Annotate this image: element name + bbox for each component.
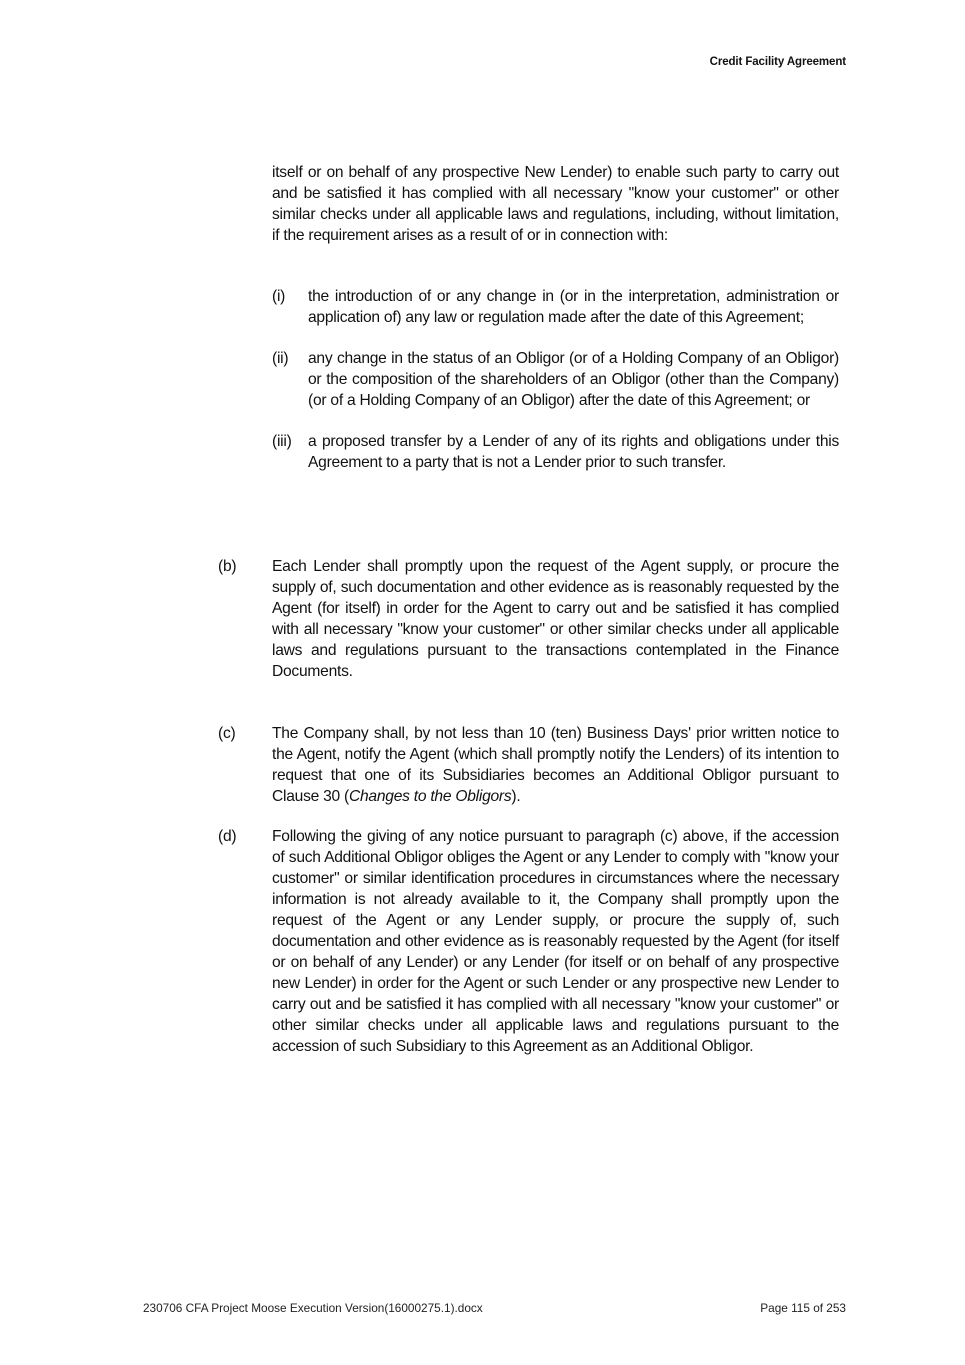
sub-item-text: any change in the status of an Obligor (or of a Holding Company of an Obligor) or the composition of the shareholders of an Obligor (other than the Company) (or of a Holding Company of an Obligor) after the date of this Agreement; or <box>308 350 839 409</box>
sub-item-number: (i) <box>272 288 286 305</box>
paragraph-text: Following the giving of any notice pursuant to paragraph (c) above, if the accession of such Additional Obligor obliges the Agent or any Lender to comply with "know your customer" or similar identification procedures in circumstances where the necessary information is not already available to it, the Company shall promptly upon the request of the Agent or any Lender supply, or procure the supply of, such documentation and other evidence as is reasonably requested by the Agent (for itself or on behalf of any Lender) or any Lender (for itself or on behalf of any prospective new Lender) in order for the Agent or such Lender or any prospective new Lender to carry out and be satisfied it has complied with all necessary "know your customer" or other similar checks under all applicable laws and regulations pursuant to the accession of such Subsidiary to this Agreement as an Additional Obligor. <box>272 828 839 1055</box>
paragraph-text-main: The Company shall, by not less than 10 (ten) Business Days' prior written notice to the Agent, notify the Agent (which shall promptly notify the Lenders) of its intention to request that one of its Subsidiaries becomes an Additional Obligor pursuant to Clause 30 ( <box>272 725 839 805</box>
paragraph-text-end: ). <box>511 788 521 805</box>
sub-item-text: a proposed transfer by a Lender of any of its rights and obligations under this Agreement to a party that is not a Lender prior to such transfer. <box>308 433 839 471</box>
clause-reference-italic: Changes to the Obligors <box>349 788 512 805</box>
paragraph-number: (b) <box>218 558 237 575</box>
sub-item-list <box>272 286 839 493</box>
sub-item-iii <box>272 431 839 473</box>
sub-item-i <box>272 286 839 328</box>
paragraph-number: (c) <box>218 725 236 742</box>
lead-paragraph: itself or on behalf of any prospective New Lender) to enable such party to carry out and be satisfied it has complied with all necessary "know your customer" or other similar checks under all applicable laws and regulations, including, without limitation, if the requirement arises as a result of or in connection with: <box>272 164 839 244</box>
sub-item-number: (iii) <box>272 433 292 450</box>
paragraph-b <box>218 556 839 682</box>
document-header-title: Credit Facility Agreement <box>709 56 846 68</box>
paragraph-c <box>218 723 839 807</box>
paragraph-d <box>218 826 839 1057</box>
paragraph-number: (d) <box>218 828 237 845</box>
footer-page-number: Page 115 of 253 <box>760 1301 846 1315</box>
paragraph-text: Each Lender shall promptly upon the request of the Agent supply, or procure the supply of, such documentation and other evidence as is reasonably requested by the Agent (for itself) in order for the Agent to carry out and be satisfied it has complied with all necessary "know your customer" or other similar checks under all applicable laws and regulations pursuant to the transactions contemplated in the Finance Documents. <box>272 558 839 680</box>
sub-item-ii <box>272 348 839 411</box>
sub-item-number: (ii) <box>272 350 289 367</box>
footer-filename: 230706 CFA Project Moose Execution Version(16000275.1).docx <box>143 1301 483 1315</box>
paragraph-text <box>272 723 839 807</box>
sub-item-text: the introduction of or any change in (or in the interpretation, administration or application of) any law or regulation made after the date of this Agreement; <box>308 288 839 326</box>
